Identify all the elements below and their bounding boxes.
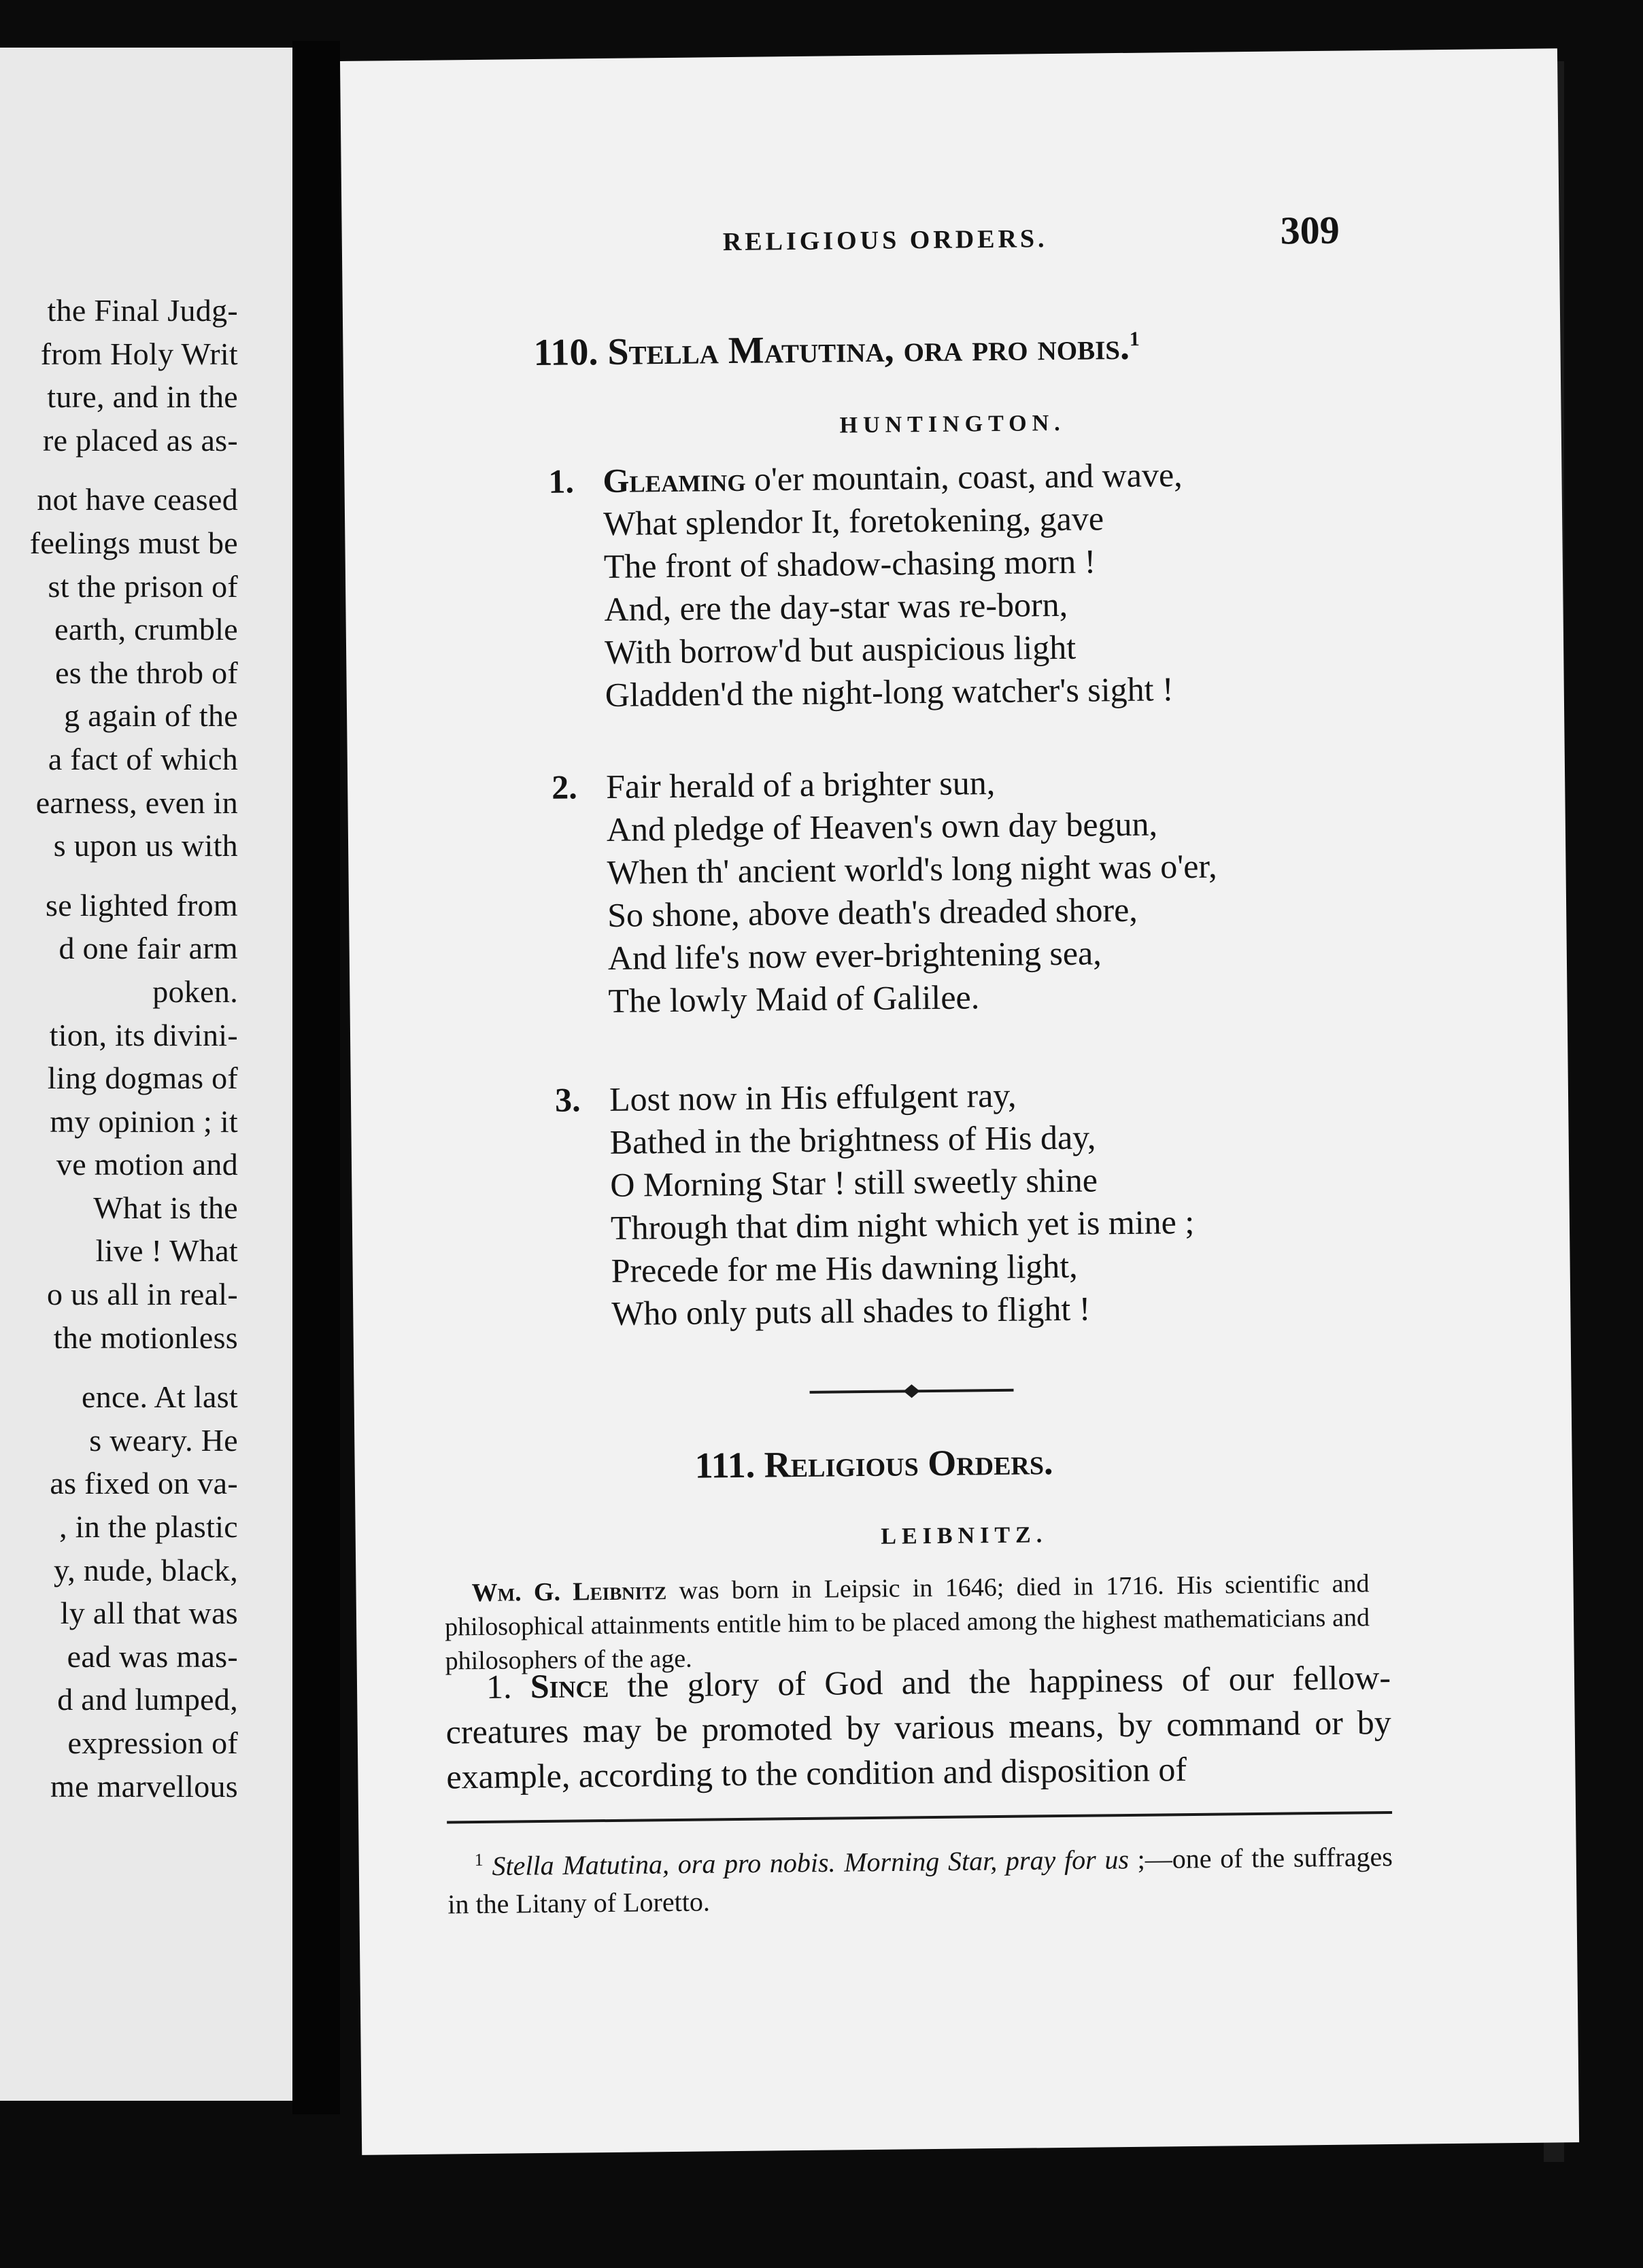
verse-text: And, ere the day-star was re-born, xyxy=(604,585,1068,628)
left-page-line: o us all in real- xyxy=(46,1277,238,1312)
stanza-3 xyxy=(555,1072,1196,1336)
book-gutter xyxy=(292,41,340,2114)
verse-text: So shone, above death's dreaded shore, xyxy=(607,890,1138,934)
left-page-text xyxy=(14,289,238,1808)
section-divider-ornament xyxy=(809,1380,1013,1403)
left-page-line: from Holy Writ xyxy=(40,336,238,371)
verse-text: The lowly Maid of Galilee. xyxy=(608,978,980,1020)
verse-text: Precede for me His dawning light, xyxy=(611,1246,1078,1290)
left-page-line: re placed as as- xyxy=(42,422,238,458)
left-page-line: poken. xyxy=(152,974,238,1009)
left-page-line: tion, its divini- xyxy=(49,1017,238,1052)
left-page-line: not have ceased xyxy=(37,482,238,517)
left-page-line: What is the xyxy=(93,1190,238,1225)
hymn-title xyxy=(533,325,1140,375)
verse-line xyxy=(557,1286,1196,1336)
left-page-line: earness, even in xyxy=(35,785,238,820)
verse-text: And pledge of Heaven's own day begun, xyxy=(606,804,1158,848)
stanza-number: 2. xyxy=(551,768,577,806)
verse-line xyxy=(552,759,1217,809)
intro-text: was born in Leipsic in 1646; died in 1716. His scientific and philosophical attainments entitle him to be placed among the highest mathematicians and philosophers of the age. xyxy=(444,1569,1370,1676)
verse-line xyxy=(548,453,1183,503)
left-page-line: s upon us with xyxy=(53,828,238,863)
verse-line xyxy=(552,802,1217,852)
left-page-line: live ! What xyxy=(95,1233,238,1269)
verse-line xyxy=(549,582,1184,632)
verse-line xyxy=(555,1072,1193,1122)
left-page-line: g again of the xyxy=(64,698,238,734)
left-page-line: st the prison of xyxy=(48,568,238,604)
left-page-line xyxy=(14,867,238,884)
left-page-line: es the throb of xyxy=(55,655,238,690)
left-page-line: ly all that was xyxy=(60,1596,238,1631)
left-page-line: the Final Judg- xyxy=(47,293,238,328)
verse-text: And life's now ever-brightening sea, xyxy=(607,933,1102,977)
left-page-line: s weary. He xyxy=(89,1422,238,1458)
footnote-mark: 1 xyxy=(474,1849,484,1870)
left-page-line: y, nude, black, xyxy=(53,1552,238,1587)
section-number: 111. xyxy=(694,1444,756,1486)
stanza-number: 1. xyxy=(548,462,575,500)
running-head: RELIGIOUS ORDERS. xyxy=(722,224,1048,257)
stanza-number: 3. xyxy=(554,1080,581,1119)
section-title-text: Religious Orders. xyxy=(764,1441,1053,1485)
verse-text: O Morning Star ! still sweetly shine xyxy=(610,1161,1098,1204)
verse-line xyxy=(556,1201,1195,1250)
footnote xyxy=(447,1832,1393,1924)
section-author: LEIBNITZ. xyxy=(881,1522,1048,1549)
verse-text: o'er mountain, coast, and wave, xyxy=(745,456,1183,498)
verse-line xyxy=(552,845,1217,895)
verse-line xyxy=(556,1243,1195,1293)
body-paragraph xyxy=(445,1655,1392,1800)
left-page-line: ling dogmas of xyxy=(47,1061,238,1096)
verse-lead-word: Gleaming xyxy=(603,460,746,500)
footnote-text: ;—one of the suffrages in the Litany of Loretto. xyxy=(447,1841,1393,1920)
intro-name: Wm. G. Leibnitz xyxy=(471,1577,667,1608)
left-page-line: , in the plastic xyxy=(59,1509,238,1545)
verse-text: Lost now in His effulgent ray, xyxy=(609,1076,1017,1118)
left-page-line: the motionless xyxy=(53,1320,238,1355)
verse-text: Through that dim night which yet is mine ; xyxy=(610,1202,1195,1247)
verse-line xyxy=(554,931,1219,980)
verse-line xyxy=(549,496,1183,546)
paragraph-number: 1. xyxy=(486,1667,512,1706)
left-page-line: expression of xyxy=(67,1725,238,1760)
right-page xyxy=(340,48,1579,2155)
verse-text: With borrow'd but auspicious light xyxy=(604,628,1077,671)
footnote-ref: 1 xyxy=(1129,328,1140,351)
hymn-title-text: Stella Matutina, ora pro nobis. xyxy=(607,325,1130,373)
left-page-line: ture, and in the xyxy=(47,379,238,415)
stanza-1 xyxy=(548,453,1185,717)
verse-line xyxy=(554,974,1219,1023)
verse-line xyxy=(553,888,1218,938)
verse-line xyxy=(550,668,1185,717)
verse-line xyxy=(550,625,1185,674)
left-page-line: d one fair arm xyxy=(58,931,238,966)
left-page-line: ence. At last xyxy=(82,1379,238,1415)
verse-text: What splendor It, foretokening, gave xyxy=(603,499,1104,543)
left-page-line: earth, crumble xyxy=(54,612,238,647)
verse-text: Who only puts all shades to flight ! xyxy=(611,1289,1091,1333)
left-page-line: se lighted from xyxy=(46,887,238,923)
verse-text: The front of shadow-chasing morn ! xyxy=(603,542,1096,585)
hymn-number: 110. xyxy=(533,331,598,375)
page-header xyxy=(342,207,1560,286)
footnote-italic: Stella Matutina, ora pro nobis. Morning Star, pray for us xyxy=(492,1844,1130,1882)
verse-line xyxy=(555,1115,1193,1165)
left-page-line: me marvellous xyxy=(50,1768,238,1804)
hymn-author: HUNTINGTON. xyxy=(839,410,1066,439)
paragraph-text: the glory of God and the happiness of our fellow-creatures may be promoted by various means, by command or by example, according to the condition and disposition of xyxy=(445,1657,1391,1796)
left-page-line xyxy=(14,462,238,478)
footnote-rule xyxy=(447,1811,1392,1824)
verse-text: Fair herald of a brighter sun, xyxy=(605,763,996,806)
verse-text: Bathed in the brightness of His day, xyxy=(609,1118,1096,1161)
verse-text: When th' ancient world's long night was o'er, xyxy=(607,846,1217,891)
section-title xyxy=(694,1441,1053,1487)
left-page-line: feelings must be xyxy=(29,525,238,560)
stanza-2 xyxy=(552,759,1219,1023)
verse-text: Gladden'd the night-long watcher's sight ! xyxy=(605,670,1174,714)
left-page-line xyxy=(14,1359,238,1375)
left-page-line: ead was mas- xyxy=(67,1638,238,1674)
left-page-line: ve motion and xyxy=(56,1147,238,1182)
page-number: 309 xyxy=(1280,207,1340,253)
left-page-line: d and lumped, xyxy=(57,1682,238,1717)
left-page-line: a fact of which xyxy=(48,741,238,776)
left-page xyxy=(0,48,292,2101)
left-page-line: as fixed on va- xyxy=(50,1466,238,1501)
left-page-line: my opinion ; it xyxy=(50,1103,238,1139)
paragraph-lead: Since xyxy=(530,1666,609,1706)
verse-line xyxy=(556,1158,1194,1207)
verse-line xyxy=(549,539,1183,589)
